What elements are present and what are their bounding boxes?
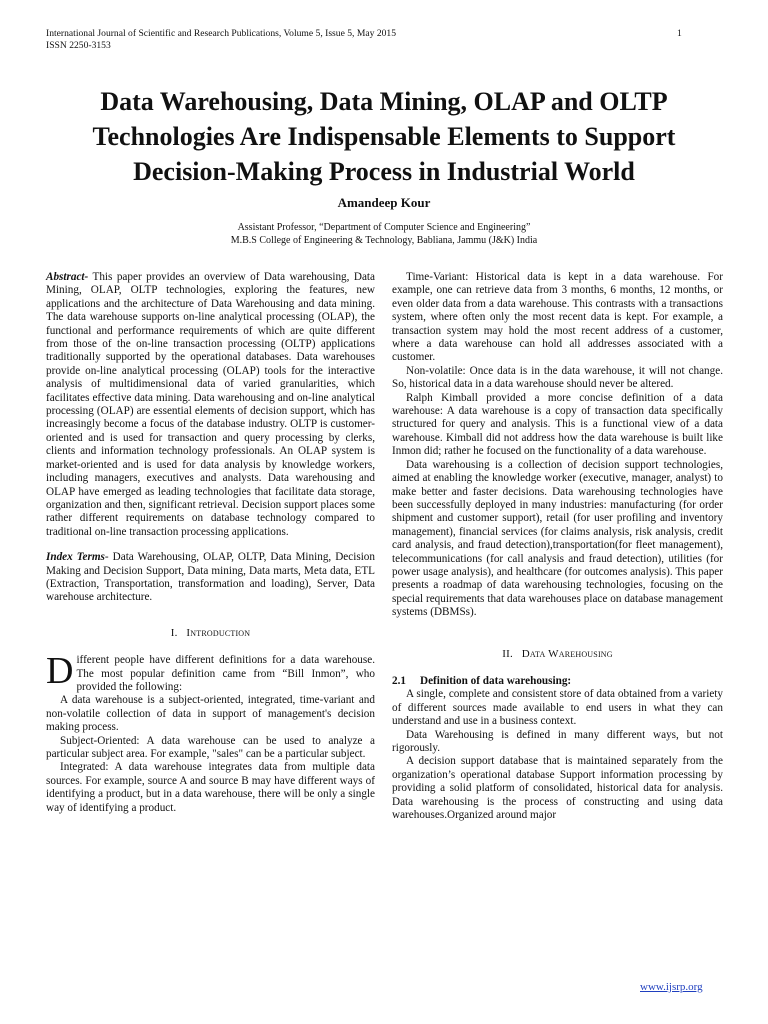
intro-paragraph-2: A data warehouse is a subject-oriented, integrated, time-variant and non-volatile collection of data in support of management's decision making process.	[46, 694, 375, 734]
author-affiliation-line2: M.B.S College of Engineering & Technology, Babliana, Jammu (J&K) India	[230, 235, 538, 246]
section-heading-data-warehousing	[392, 648, 723, 661]
section-numeral: I.	[170, 626, 178, 639]
subsection-title: Definition of data warehousing:	[420, 674, 572, 687]
right-paragraph-4: Data warehousing is a collection of decision support technologies, aimed at enabling the knowledge worker (executive, manager, analyst) to make better and faster decisions. Data warehousing technologies have been successfully deployed in many industries: manufacturing (for order shipment and customer support), retail (for user profiling and inventory management), financial services (for claims analysis, risk analysis, credit card analysis, and fraud detection),transportation(for fleet management), telecommunications (for call analysis and fraud detection), utilities (for power usage analysis), and healthcare (for outcomes analysis). This paper presents a roadmap of data warehousing technologies, focusing on the special requirements that data warehouses place on database management systems (DBMSs).	[392, 458, 723, 619]
drop-cap: D	[46, 650, 74, 693]
section-title: Introduction	[186, 626, 251, 639]
paper-title: Data Warehousing, Data Mining, OLAP and OLTP Technologies Are Indispensable Elements to Support Decision-Making Process in Industrial World	[92, 87, 676, 186]
intro-paragraph-3: Subject-Oriented: A data warehouse can be used to analyze a particular subject area. For example, "sales" can be a particular subject.	[46, 734, 375, 760]
right-column	[392, 271, 723, 822]
abstract-text: This paper provides an overview of Data warehousing, Data Mining, OLAP, OLTP technologies, exploring the features, new applications and the architecture of Data Warehousing and data mining. The data warehouse supports on-line analytical processing (OLAP), the functional and performance requirements of which are quite different from those of the on-line transaction processing (OLTP) applications traditionally supported by the operational databases. Data warehouses provide on-line analytical processing (OLAP) tools for the interactive analysis of multidimensional data of varied granularities, which facilitates effective data mining. Data warehousing and on-line analytical processing (OLAP) are essential elements of decision support, which has increasingly become a focus of the database industry. OLTP is customer-oriented and is used for transaction and query processing by clerks, clients and information technology professionals. An OLAP system is market-oriented and is used for data analysis by knowledge workers, including managers, executives and analysts. Data warehousing and OLAP have emerged as leading technologies that facilitate data storage, organization and then, significant retrieval. Decision support places some rather different requirements on database technology compared to traditional on-line transaction processing applications.	[46, 271, 375, 538]
journal-header: International Journal of Scientific and Research Publications, Volume 5, Issue 5, May 2015	[46, 28, 397, 39]
index-terms-text: - Data Warehousing, OLAP, OLTP, Data Mining, Decision Making and Decision Support, Data mining, Data marts, Meta data, ETL (Extraction, Transportation, transformation and loading), Server, Data warehouse architecture.	[46, 551, 375, 604]
dw-paragraph-2: Data Warehousing is defined in many different ways, but not rigorously.	[392, 728, 723, 754]
subsection-number: 2.1	[392, 674, 406, 687]
index-terms	[46, 551, 375, 605]
section-heading-introduction	[46, 627, 375, 640]
subsection-heading	[392, 675, 723, 688]
right-paragraph-3: Ralph Kimball provided a more concise definition of a data warehouse: A data warehouse is a copy of transaction data specifically structured for query and analysis. This is a functional view of a data warehouse. Kimball did not address how the data warehouse is built like Inmon did; rather he focused on the functionality of a data warehouse.	[392, 391, 723, 458]
author-affiliation-line1: Assistant Professor, “Department of Computer Science and Engineering”	[237, 222, 531, 233]
right-paragraph-1: Time-Variant: Historical data is kept in a data warehouse. For example, one can retrieve data from 3 months, 6 months, 12 months, or even older data from a data warehouse. This contrasts with a transactions system, where often only the most recent data is kept. For example, a transaction system may hold the most recent address of a customer, where a data warehouse can hold all addresses associated with a customer.	[392, 271, 723, 364]
dw-paragraph-3: A decision support database that is maintained separately from the organization’s operational database Support information processing by providing a solid platform of consolidated, historical data for analysis. Data warehousing is the process of constructing and using data warehouses.Organized around major	[392, 755, 723, 822]
author-name: Amandeep Kour	[337, 195, 431, 210]
left-column	[46, 271, 375, 815]
page-number: 1	[677, 28, 682, 39]
journal-website-link[interactable]: www.ijsrp.org	[640, 981, 703, 993]
right-paragraph-2: Non-volatile: Once data is in the data warehouse, it will not change. So, historical data in a data warehouse should never be altered.	[392, 364, 723, 391]
index-terms-label: Index Terms	[46, 551, 105, 564]
section-numeral: II.	[502, 647, 513, 660]
intro-paragraph-4: Integrated: A data warehouse integrates data from multiple data sources. For example, source A and source B may have different ways of identifying a product, but in a data warehouse, there will be only a single way of identifying a product.	[46, 761, 375, 814]
intro-paragraph-1: Different people have different definitions for a data warehouse. The most popular definition came from “Bill Inmon”, who provided the following:	[46, 650, 375, 693]
issn-line: ISSN 2250-3153	[46, 40, 111, 51]
abstract	[46, 271, 375, 539]
dw-paragraph-1: A single, complete and consistent store of data obtained from a variety of different sources made available to end users in what they can understand and use in a business context.	[392, 688, 723, 728]
section-title: Data Warehousing	[521, 647, 613, 660]
abstract-label: Abstract-	[46, 271, 89, 283]
